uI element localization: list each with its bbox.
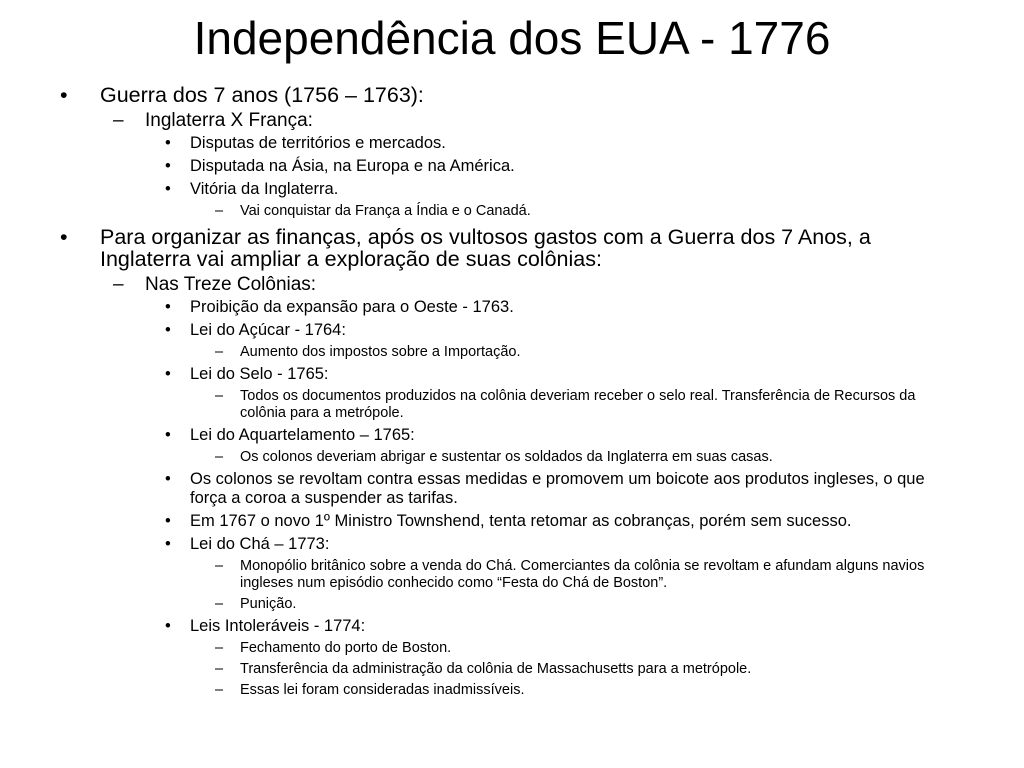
list-item <box>0 274 1024 296</box>
bullet-marker: • <box>165 365 171 383</box>
bullet-list <box>0 84 1024 703</box>
bullet-marker: • <box>165 157 171 175</box>
list-item-text: Proibição da expansão para o Oeste - 1763. <box>190 298 514 316</box>
list-item-text: Lei do Aquartelamento – 1765: <box>190 426 415 444</box>
list-item <box>0 617 1024 636</box>
list-item-text: Em 1767 o novo 1º Ministro Townshend, tenta retomar as cobranças, porém sem sucesso. <box>190 512 852 530</box>
dash-marker: – <box>215 558 224 574</box>
bullet-marker: • <box>165 535 171 553</box>
dash-marker: – <box>215 640 224 656</box>
list-item-text: Lei do Açúcar - 1764: <box>190 321 346 339</box>
list-item-text: Para organizar as finanças, após os vultosos gastos com a Guerra dos 7 Anos, a Inglaterra vai ampliar a exploração de suas colônias: <box>100 225 871 271</box>
list-item <box>0 661 1024 678</box>
list-item <box>0 344 1024 361</box>
list-item-text: Punição. <box>240 596 297 612</box>
list-item-text: Os colonos se revoltam contra essas medidas e promovem um boicote aos produtos ingleses, o que força a coroa a suspender as tarifas. <box>190 470 925 507</box>
list-item <box>0 321 1024 340</box>
list-item <box>0 298 1024 317</box>
list-item-text: Todos os documentos produzidos na colônia deveriam receber o selo real. Transferência de Recursos da colônia para a metrópole. <box>240 388 916 421</box>
list-item-text: Nas Treze Colônias: <box>145 274 317 295</box>
list-item <box>0 558 1024 592</box>
list-item <box>0 449 1024 466</box>
list-item-text: Aumento dos impostos sobre a Importação. <box>240 344 521 360</box>
bullet-marker: • <box>165 512 171 530</box>
list-item <box>0 203 1024 220</box>
list-item <box>0 157 1024 176</box>
list-item-text: Monopólio britânico sobre a venda do Chá. Comerciantes da colônia se revoltam e afundam alguns navios ingleses num episódio conhecido como “Festa do Chá de Boston”. <box>240 558 925 591</box>
dash-marker: – <box>113 110 124 131</box>
bullet-marker: • <box>60 83 68 107</box>
dash-marker: – <box>113 274 124 295</box>
list-item <box>0 470 1024 508</box>
bullet-marker: • <box>165 134 171 152</box>
list-item-text: Lei do Chá – 1773: <box>190 535 330 553</box>
list-item <box>0 110 1024 132</box>
list-item-text: Disputas de territórios e mercados. <box>190 134 446 152</box>
list-item <box>0 134 1024 153</box>
list-item <box>0 596 1024 613</box>
list-item <box>0 640 1024 657</box>
list-item <box>0 682 1024 699</box>
list-item-text: Guerra dos 7 anos (1756 – 1763): <box>100 83 424 107</box>
bullet-marker: • <box>165 298 171 316</box>
bullet-marker: • <box>165 426 171 444</box>
list-item-text: Essas lei foram consideradas inadmissíveis. <box>240 682 525 698</box>
list-item <box>0 226 1024 270</box>
list-item-text: Vitória da Inglaterra. <box>190 180 339 198</box>
list-item <box>0 365 1024 384</box>
list-item <box>0 512 1024 531</box>
bullet-marker: • <box>165 321 171 339</box>
bullet-marker: • <box>165 470 171 488</box>
bullet-marker: • <box>60 225 68 249</box>
dash-marker: – <box>215 388 224 404</box>
dash-marker: – <box>215 682 224 698</box>
list-item-text: Vai conquistar da França a Índia e o Canadá. <box>240 203 531 219</box>
dash-marker: – <box>215 661 224 677</box>
list-item <box>0 388 1024 422</box>
bullet-marker: • <box>165 617 171 635</box>
bullet-marker: • <box>165 180 171 198</box>
list-item <box>0 84 1024 106</box>
dash-marker: – <box>215 203 224 219</box>
list-item <box>0 426 1024 445</box>
dash-marker: – <box>215 596 224 612</box>
list-item <box>0 180 1024 199</box>
slide-title: Independência dos EUA - 1776 <box>193 12 831 64</box>
dash-marker: – <box>215 344 224 360</box>
list-item-text: Lei do Selo - 1765: <box>190 365 329 383</box>
list-item-text: Disputada na Ásia, na Europa e na América. <box>190 157 515 175</box>
list-item-text: Inglaterra X França: <box>145 110 313 131</box>
list-item-text: Leis Intoleráveis - 1774: <box>190 617 366 635</box>
dash-marker: – <box>215 449 224 465</box>
list-item-text: Transferência da administração da colônia de Massachusetts para a metrópole. <box>240 661 752 677</box>
list-item <box>0 535 1024 554</box>
list-item-text: Fechamento do porto de Boston. <box>240 640 452 656</box>
list-item-text: Os colonos deveriam abrigar e sustentar os soldados da Inglaterra em suas casas. <box>240 449 773 465</box>
